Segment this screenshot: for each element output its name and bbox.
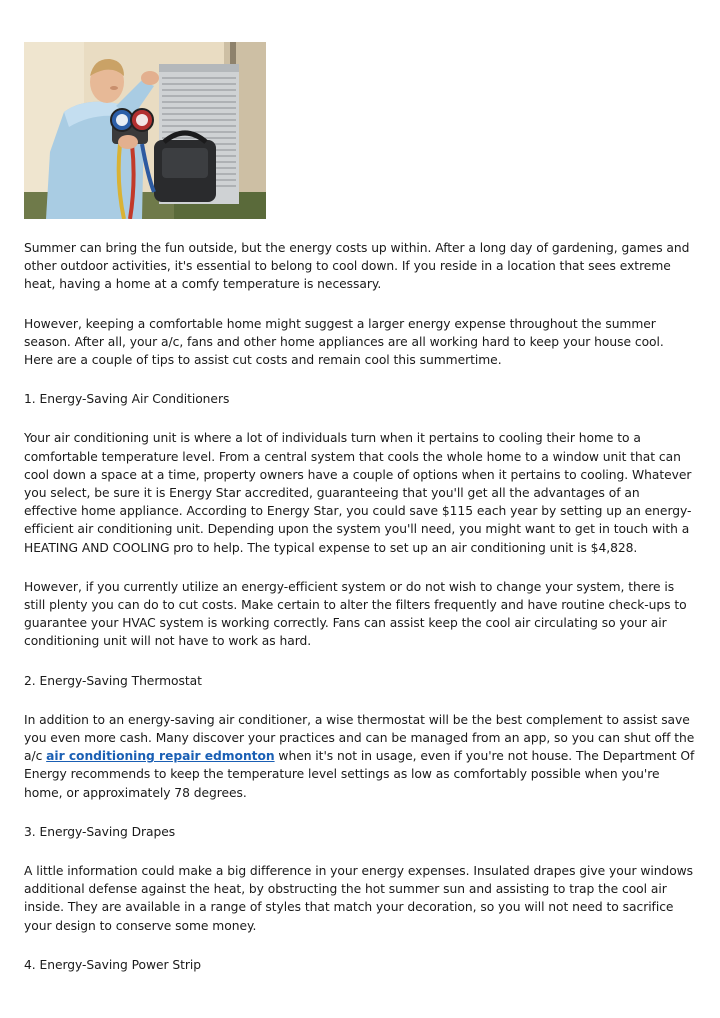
paragraph-text-after-link: when it's not in usage, even if you're not house. The Department Of Energy recommends to keep the temperature level settings as low as comfortably possible when you're home, or approximately 78 degrees. <box>24 749 695 800</box>
body-paragraph: Your air conditioning unit is where a lot of individuals turn when it pertains to cooling their home to a comfortable temperature level. From a central system that cools the whole home to a window unit that can cool down a space at a time, property owners have a couple of options when it pertains to cooling. Whatever you select, be sure it is Energy Star accredited, guaranteeing that you'll get all the advantages of an effective home appliance. According to Energy Star, you could save $115 each year by setting up an energy-efficient air conditioning unit. Depending upon the system you'll need, you might want to get in touch with a HEATING AND COOLING pro to help. The typical expense to set up an air conditioning unit is $4,828. <box>24 431 692 555</box>
air-conditioning-repair-link[interactable]: air conditioning repair edmonton <box>46 749 275 764</box>
body-paragraph: Summer can bring the fun outside, but the energy costs up within. After a long day of gardening, games and other outdoor activities, it's essential to belong to cool down. If you reside in a location that sees extreme heat, having a home at a comfy temperature is necessary. <box>24 241 690 292</box>
section-heading: 2. Energy-Saving Thermostat <box>24 673 202 688</box>
article-body <box>24 239 696 974</box>
section-heading: 3. Energy-Saving Drapes <box>24 824 176 839</box>
paragraph-text-before-link: In addition to an energy-saving air conditioner, a wise thermostat will be the best complement to assist save you even more cash. Many discover your practices and can be managed from an app, so you can shut off the a/c <box>24 712 695 764</box>
section-heading: 4. Energy-Saving Power Strip <box>24 957 202 972</box>
body-paragraph: However, if you currently utilize an energy-efficient system or do not wish to change your system, there is still plenty you can do to cut costs. Make certain to alter the filters frequently and have routine check-ups to guarantee your HVAC system is working correctly. Fans can assist keep the cool air circulating so your air conditioning unit will not have to work as hard. <box>24 579 687 649</box>
body-paragraph: However, keeping a comfortable home might suggest a larger energy expense throughout the summer season. After all, your a/c, fans and other home appliances are all working hard to keep your house cool. Here are a couple of tips to assist cut costs and remain cool this summertime. <box>24 316 664 368</box>
body-paragraph-with-link <box>24 711 696 802</box>
section-heading: 1. Energy-Saving Air Conditioners <box>24 392 230 407</box>
body-paragraph: A little information could make a big difference in your energy expenses. Insulated drapes give your windows additional defense against the heat, by obstructing the hot summer sun and assisting to trap the cool air inside. They are available in a range of styles that match your decoration, so you will not need to sacrifice your design to conserve some money. <box>24 864 694 933</box>
technician-photo <box>24 42 266 219</box>
document-page <box>24 42 696 995</box>
